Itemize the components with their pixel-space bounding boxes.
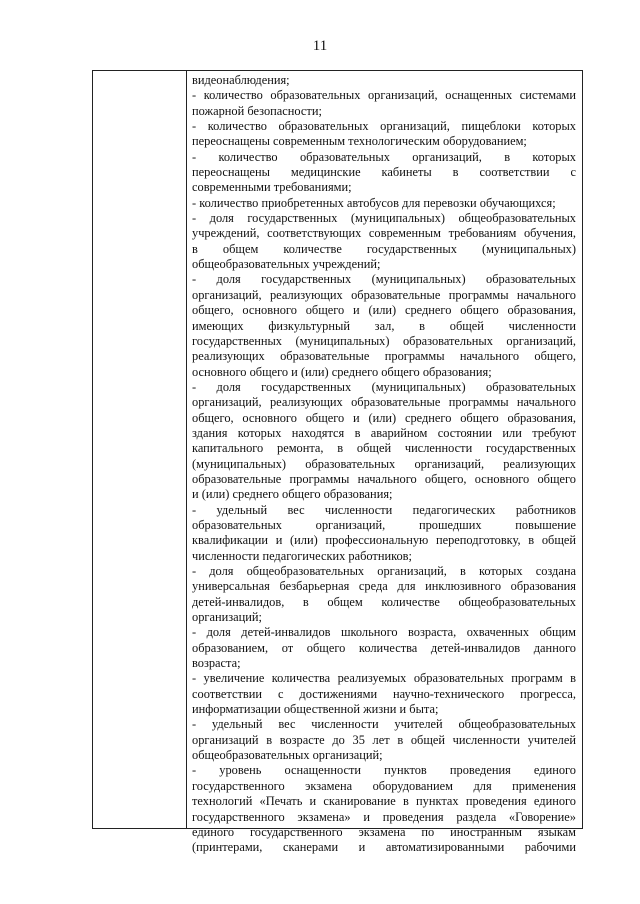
text-line: - доля государственных (муниципальных) образовательных [192, 379, 576, 394]
text-line: - доля государственных (муниципальных) образовательных [192, 272, 576, 287]
text-line: универсальная безбарьерная среда для инклюзивного образования [192, 579, 576, 594]
text-line: общего, основного общего и (или) среднего общего образования, [192, 410, 576, 425]
text-line: в общем количестве государственных (муниципальных) [192, 241, 576, 256]
text-line: государственного экзамена оборудованием для применения [192, 778, 576, 793]
text-line: организаций, реализующих образовательные программы начального [192, 287, 576, 302]
text-line: образовательных организаций, прошедших повышение [192, 517, 576, 532]
text-line: имеющих физкультурный зал, в общей численности [192, 318, 576, 333]
table-cell-right [187, 71, 582, 855]
text-line: - удельный вес численности учителей общеобразовательных [192, 717, 576, 732]
text-line: организаций, реализующих образовательные программы начального [192, 395, 576, 410]
text-line: государственных (муниципальных) образовательных организаций, [192, 333, 576, 348]
text-line: переоснащены медицинские кабинеты в соответствии с [192, 165, 576, 180]
text-line: - доля общеобразовательных организаций, в которых создана [192, 564, 576, 578]
text-line: - количество образовательных организаций, пищеблоки которых [192, 119, 576, 134]
text-line: государственного экзамена» и проведения раздела «Говорение» [192, 809, 576, 824]
text-line: - уровень оснащенности пунктов проведения единого [192, 763, 576, 778]
text-line: информатизации общественной жизни и быта; [192, 702, 439, 717]
text-line: численности педагогических работников; [192, 548, 412, 563]
text-line: образовательные программы начального общего, основного общего [192, 471, 576, 486]
text-line: переоснащены современным технологическим оборудованием; [192, 134, 527, 149]
text-line: (принтерами, сканерами и автоматизированными рабочими [192, 840, 576, 855]
text-line: - количество образовательных организаций, в которых [192, 149, 576, 164]
text-line: основного общего и (или) среднего общего образования; [192, 364, 492, 379]
text-line: возраста; [192, 656, 241, 671]
text-line: современными требованиями; [192, 180, 352, 195]
text-line: учреждений, соответствующих современным требованиям обучения, [192, 226, 576, 241]
text-line: - количество приобретенных автобусов для перевозки обучающихся; [192, 195, 556, 210]
text-line: детей-инвалидов, в общем количестве общеобразовательных [192, 594, 576, 609]
text-line: реализующих образовательные программы начального общего, [192, 349, 576, 364]
text-line: организаций; [192, 610, 262, 625]
text-line: - доля государственных (муниципальных) общеобразовательных [192, 211, 576, 226]
text-line: пожарной безопасности; [192, 103, 322, 118]
text-line: образованием, от общего количества детей-инвалидов данного [192, 640, 576, 655]
text-line: организаций в возрасте до 35 лет в общей численности учителей [192, 732, 576, 747]
text-line: общеобразовательных организаций; [192, 748, 383, 763]
table-cell-left [93, 71, 186, 828]
page-number: 11 [312, 38, 328, 54]
text-line: видеонаблюдения; [192, 73, 290, 87]
document-table [92, 70, 583, 855]
text-line: общего, основного общего и (или) среднего общего образования, [192, 303, 576, 318]
text-line: здания которых находятся в аварийном состоянии или требуют [192, 425, 576, 440]
text-line: - доля детей-инвалидов школьного возраста, охваченных общим [192, 625, 576, 640]
text-line: - удельный вес численности педагогических работников [192, 502, 576, 517]
text-line: соответствии с достижениями научно-технического прогресса, [192, 686, 576, 701]
text-line: капитального ремонта, в общей численности государственных [192, 441, 576, 456]
text-line: общеобразовательных учреждений; [192, 257, 381, 272]
text-line: квалификации и (или) профессиональную переподготовку, в общей [192, 533, 576, 548]
text-line: и (или) среднего общего образования; [192, 487, 393, 502]
text-line: технологий «Печать и сканирование в пунктах проведения единого [192, 794, 576, 809]
text-line: единого государственного экзамена по иностранным языкам [192, 824, 576, 839]
text-line: - количество образовательных организаций, оснащенных системами [192, 88, 576, 103]
text-line: (муниципальных) образовательных организаций, реализующих [192, 456, 576, 471]
text-line: - увеличение количества реализуемых образовательных программ в [192, 671, 576, 686]
